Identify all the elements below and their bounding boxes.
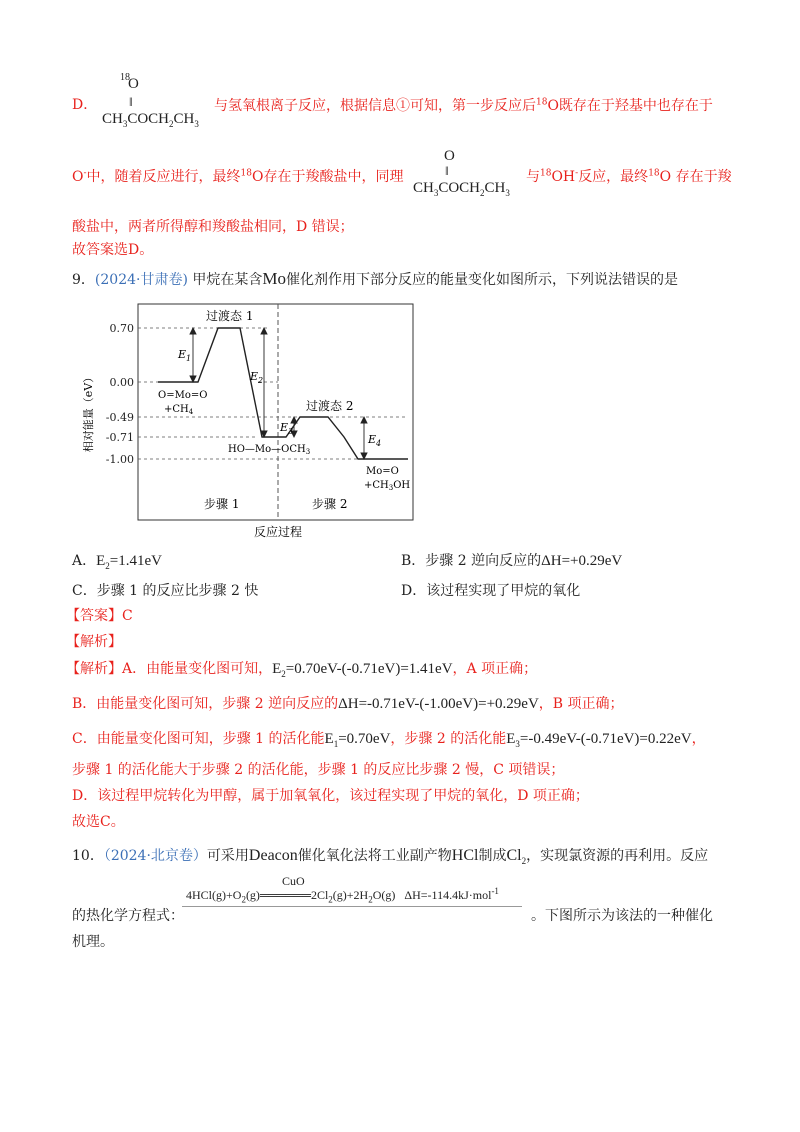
d-line3: 酸盐中，两者所得醇和羧酸盐相同，D 错误； <box>72 219 354 235</box>
thermochemical-equation: $4HCl(g)+O_2(g)══════2Cl_2(g)+2H_2O(g)$ ΔH=-114.4kJ·mol$^{-1}$ <box>186 886 499 905</box>
e4-label: $E_4$ <box>368 433 382 448</box>
d-line2-tail: 与$^{18}$OH-反应，最终$^{18}$O 存在于羧 <box>526 168 732 185</box>
ts1-label: 过渡态 1 <box>206 309 254 323</box>
y-axis-label: 相对能量（eV） <box>82 371 95 453</box>
question-source: (2024·甘肃卷) <box>94 272 188 288</box>
reactant-label: O=Mo=O <box>158 390 208 401</box>
energy-diagram <box>78 300 418 540</box>
q10-line2-b: 。下图所示为该法的一种催化 <box>531 908 713 924</box>
conclusion: 故选C。 <box>72 814 125 830</box>
explanation-c-cont: 步骤 1 的活化能大于步骤 2 的活化能，步骤 1 的反应比步骤 2 慢，C 项错误； <box>72 762 565 778</box>
oxygen-atom: O <box>444 148 455 164</box>
y-tick: 0.00 <box>109 376 134 389</box>
question-number: 9． <box>72 272 95 288</box>
product-label: Mo=O <box>366 466 399 477</box>
d-line1 <box>72 95 97 115</box>
intermediate-label: $HO—Mo—OCH_3$ <box>228 444 311 456</box>
question-source: （2024·北京卷） <box>103 848 207 864</box>
ester-formula: $CH_3COCH_2CH_3$ <box>102 111 199 129</box>
d-line2: O-中，随着反应进行，最终$^{18}$O存在于羧酸盐中，同理 <box>72 168 404 185</box>
q10-line2-a: 的热化学方程式： <box>72 908 184 924</box>
option-d[interactable]: D．该过程实现了甲烷的氧化 <box>401 583 581 599</box>
d-ester1 <box>102 72 214 134</box>
ester-formula: $CH_3COCH_2CH_3$ <box>413 180 510 198</box>
d-line4: 故答案选D。 <box>72 242 154 258</box>
oxygen-atom: O <box>128 76 139 92</box>
double-bond: ‖ <box>129 94 133 109</box>
explanation-b: B．由能量变化图可知，步骤 2 逆向反应的ΔH=-0.71eV-(-1.00eV)=+0.29eV，B 项正确； <box>72 696 624 712</box>
q9-stem: 9．(2024·甘肃卷) 甲烷在某含Mo催化剂作用下部分反应的能量变化如图所示，下列说法错误的是 <box>72 269 679 288</box>
product-label-2: $+CH_3OH$ <box>364 480 411 492</box>
step2-label: 步骤 2 <box>312 497 348 511</box>
option-c[interactable]: C．步骤 1 的反应比步骤 2 快 <box>72 583 259 599</box>
analysis-heading: 【解析】 <box>66 634 122 650</box>
e3-label: $E_3$ <box>280 421 294 436</box>
y-tick: -1.00 <box>105 453 134 466</box>
double-bond: ‖ <box>445 163 449 178</box>
d-line1-text: 与氢氧根离子反应，根据信息①可知，第一步反应后$^{18}$O既存在于羟基中也存在于 <box>214 97 713 114</box>
e2-label: $E_2$ <box>250 370 264 385</box>
explanation-a: 【解析】A．由能量变化图可知，$E_2=0.70eV-(-0.71eV)=1.41eV$，A 项正确； <box>66 661 538 679</box>
answer-blank[interactable] <box>182 906 522 907</box>
isotope-mark: 18 <box>120 72 130 83</box>
reactant-label-2: $+CH_4$ <box>164 404 194 416</box>
option-a[interactable]: A．$E_2=1.41eV$ <box>72 553 162 571</box>
catalyst-label: CuO <box>282 874 305 888</box>
e1-label: $E_1$ <box>178 348 192 363</box>
option-d-label: D． <box>72 97 98 113</box>
step1-label: 步骤 1 <box>204 497 240 511</box>
y-tick: 0.70 <box>109 322 134 335</box>
explanation-d: D．该过程甲烷转化为甲醇，属于加氧氧化，该过程实现了甲烷的氧化，D 项正确； <box>72 788 589 804</box>
ts2-label: 过渡态 2 <box>306 399 354 413</box>
question-number: 10． <box>72 848 104 864</box>
explanation-c: C．由能量变化图可知，步骤 1 的活化能$E_1=0.70eV$，步骤 2 的活化能$E_3=-0.49eV-(-0.71eV)=0.22eV$， <box>72 731 706 749</box>
option-b[interactable]: B．步骤 2 逆向反应的ΔH=+0.29eV <box>401 553 623 569</box>
answer: 【答案】C <box>66 608 133 624</box>
y-tick: -0.71 <box>105 431 134 444</box>
q10-line3: 机理。 <box>72 934 114 950</box>
d-ester2 <box>413 148 525 204</box>
q10-stem: 10．（2024·北京卷）可采用Deacon催化氧化法将工业副产物HCl制成$Cl_2$，实现氯资源的再利用。反应 <box>72 847 709 867</box>
x-axis-label: 反应过程 <box>253 525 303 539</box>
y-tick: -0.49 <box>105 411 134 424</box>
